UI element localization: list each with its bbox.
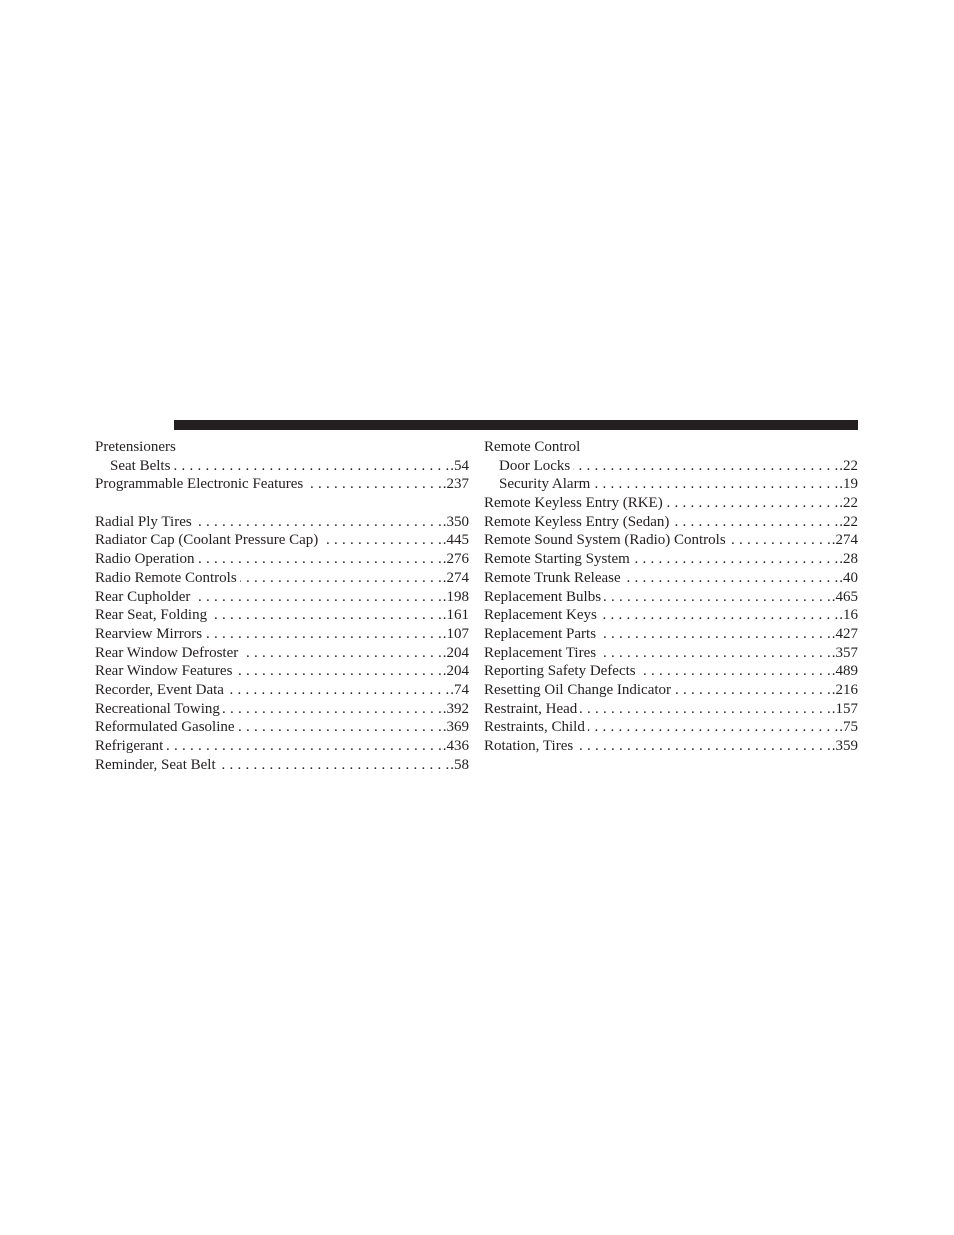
index-term: Security Alarm (499, 476, 591, 493)
index-entry (95, 644, 469, 663)
page-number: .22 (839, 495, 858, 512)
index-entry (484, 718, 858, 737)
page-number: .274 (442, 569, 469, 586)
index-term: Refrigerant (95, 738, 164, 754)
page-number: .357 (831, 644, 858, 661)
index-entry (484, 625, 858, 644)
dot-leader (672, 513, 838, 532)
index-term: Restraints, Child (484, 719, 585, 736)
index-subentry (95, 457, 469, 476)
index-term: Rearview Mirrors (95, 625, 203, 642)
index-term: Remote Control (484, 439, 581, 455)
dot-leader (166, 737, 441, 756)
index-entry (95, 737, 469, 756)
index-entry (484, 494, 858, 513)
index-entry (95, 662, 469, 681)
page-number: .427 (831, 625, 858, 642)
dot-leader (573, 457, 838, 476)
index-entry (95, 700, 469, 719)
index-term: Remote Trunk Release (484, 569, 621, 586)
index-term: Pretensioners (95, 439, 176, 455)
index-term: Resetting Oil Change Indicator (484, 681, 672, 698)
page-number: .216 (831, 681, 858, 698)
dot-leader (219, 756, 450, 775)
page-number: .75 (839, 719, 858, 736)
index-entry (484, 737, 858, 756)
index-entry (484, 513, 858, 532)
dot-leader (227, 681, 449, 700)
index-entry (484, 644, 858, 663)
page-number: .157 (831, 700, 858, 717)
header-rule-bar (174, 420, 858, 430)
index-term: Radial Ply Tires (95, 513, 192, 530)
index-entry (484, 606, 858, 625)
page-number: .28 (839, 551, 858, 568)
page-number: .274 (831, 532, 858, 549)
dot-leader (633, 550, 838, 569)
index-term: Replacement Parts (484, 625, 597, 642)
dot-leader (600, 606, 838, 625)
index-term: Rear Seat, Folding (95, 607, 208, 624)
index-entry (95, 569, 469, 588)
index-column-right (484, 438, 858, 756)
dot-leader (210, 606, 442, 625)
index-term: Seat Belts (110, 457, 171, 474)
index-subentry (484, 475, 858, 494)
index-term: Restraint, Head (484, 700, 578, 717)
dot-leader (240, 569, 442, 588)
index-term: Rear Window Defroster (95, 644, 239, 661)
index-entry (484, 700, 858, 719)
index-term: Rotation, Tires (484, 738, 574, 754)
dot-leader (306, 475, 441, 494)
page-number: .369 (442, 719, 469, 736)
dot-leader (604, 588, 831, 607)
index-term: Rear Window Features (95, 663, 233, 680)
page-number: .198 (442, 588, 469, 605)
index-entry (95, 756, 469, 775)
dot-leader (205, 625, 442, 644)
index-term: Replacement Bulbs (484, 588, 602, 605)
index-term: Reformulated Gasoline (95, 719, 235, 736)
dot-leader (223, 700, 442, 719)
page-number: .237 (442, 476, 469, 493)
dot-leader (580, 700, 830, 719)
page-number: .54 (450, 457, 469, 474)
index-term: Programmable Electronic Features (95, 476, 304, 493)
page-number: .276 (442, 551, 469, 568)
index-term: Remote Keyless Entry (Sedan) (484, 513, 670, 530)
dot-leader (235, 662, 441, 681)
page-number: .465 (831, 588, 858, 605)
index-term: Rear Cupholder (95, 588, 191, 605)
page-number: .204 (442, 644, 469, 661)
index-term: Replacement Keys (484, 607, 597, 624)
page-number: .204 (442, 663, 469, 680)
index-entry (95, 606, 469, 625)
index-subentry (484, 457, 858, 476)
index-term: Door Locks (499, 457, 571, 474)
dot-leader (195, 513, 442, 532)
dot-leader (241, 644, 442, 663)
page-number: .445 (442, 532, 469, 549)
dot-leader (599, 625, 831, 644)
index-term: Remote Sound System (Radio) Controls (484, 532, 726, 549)
index-entry (95, 681, 469, 700)
index-term: Recorder, Event Data (95, 681, 224, 698)
index-term: Remote Starting System (484, 551, 630, 568)
dot-leader (599, 644, 831, 663)
index-entry (95, 531, 469, 550)
page-number: .19 (839, 476, 858, 493)
page-number: .392 (442, 700, 469, 717)
index-entry (95, 475, 469, 494)
page-number: .359 (831, 738, 858, 754)
index-term: Radiator Cap (Coolant Pressure Cap) (95, 532, 319, 549)
dot-leader (639, 662, 831, 681)
index-entry (484, 438, 858, 457)
page-number: .350 (442, 513, 469, 530)
index-term: Radio Operation (95, 551, 195, 568)
index-entry (484, 531, 858, 550)
dot-leader (576, 737, 831, 756)
index-term: Replacement Tires (484, 644, 597, 661)
index-entry (95, 625, 469, 644)
index-column-left (95, 438, 469, 774)
index-term: Radio Remote Controls (95, 569, 237, 586)
dot-leader (593, 475, 838, 494)
page-number: .436 (442, 738, 469, 754)
index-entry (484, 588, 858, 607)
page-number: .107 (442, 625, 469, 642)
index-term: Reporting Safety Defects (484, 663, 636, 680)
page-number: .16 (839, 607, 858, 624)
index-entry (484, 569, 858, 588)
index-entry (484, 550, 858, 569)
index-term: Recreational Towing (95, 700, 220, 717)
dot-leader (198, 550, 442, 569)
index-entry (95, 588, 469, 607)
page-number: .58 (450, 756, 469, 773)
dot-leader (674, 681, 831, 700)
page-number: .40 (839, 569, 858, 586)
dot-leader (729, 531, 831, 550)
dot-leader (238, 718, 442, 737)
index-term: Reminder, Seat Belt (95, 756, 216, 773)
dot-leader (666, 494, 839, 513)
index-entry (95, 513, 469, 532)
dot-leader (173, 457, 449, 476)
index-entry (95, 438, 469, 457)
dot-leader (321, 531, 441, 550)
page-number: .161 (442, 607, 469, 624)
page-number: .74 (450, 681, 469, 698)
page-number: .22 (839, 513, 858, 530)
index-entry (484, 662, 858, 681)
dot-leader (624, 569, 839, 588)
dot-leader (193, 588, 441, 607)
index-entry (484, 681, 858, 700)
dot-leader (588, 718, 838, 737)
page-number: .22 (839, 457, 858, 474)
page-number: .489 (831, 663, 858, 680)
index-entry (95, 718, 469, 737)
index-entry (95, 550, 469, 569)
index-term: Remote Keyless Entry (RKE) (484, 495, 663, 512)
